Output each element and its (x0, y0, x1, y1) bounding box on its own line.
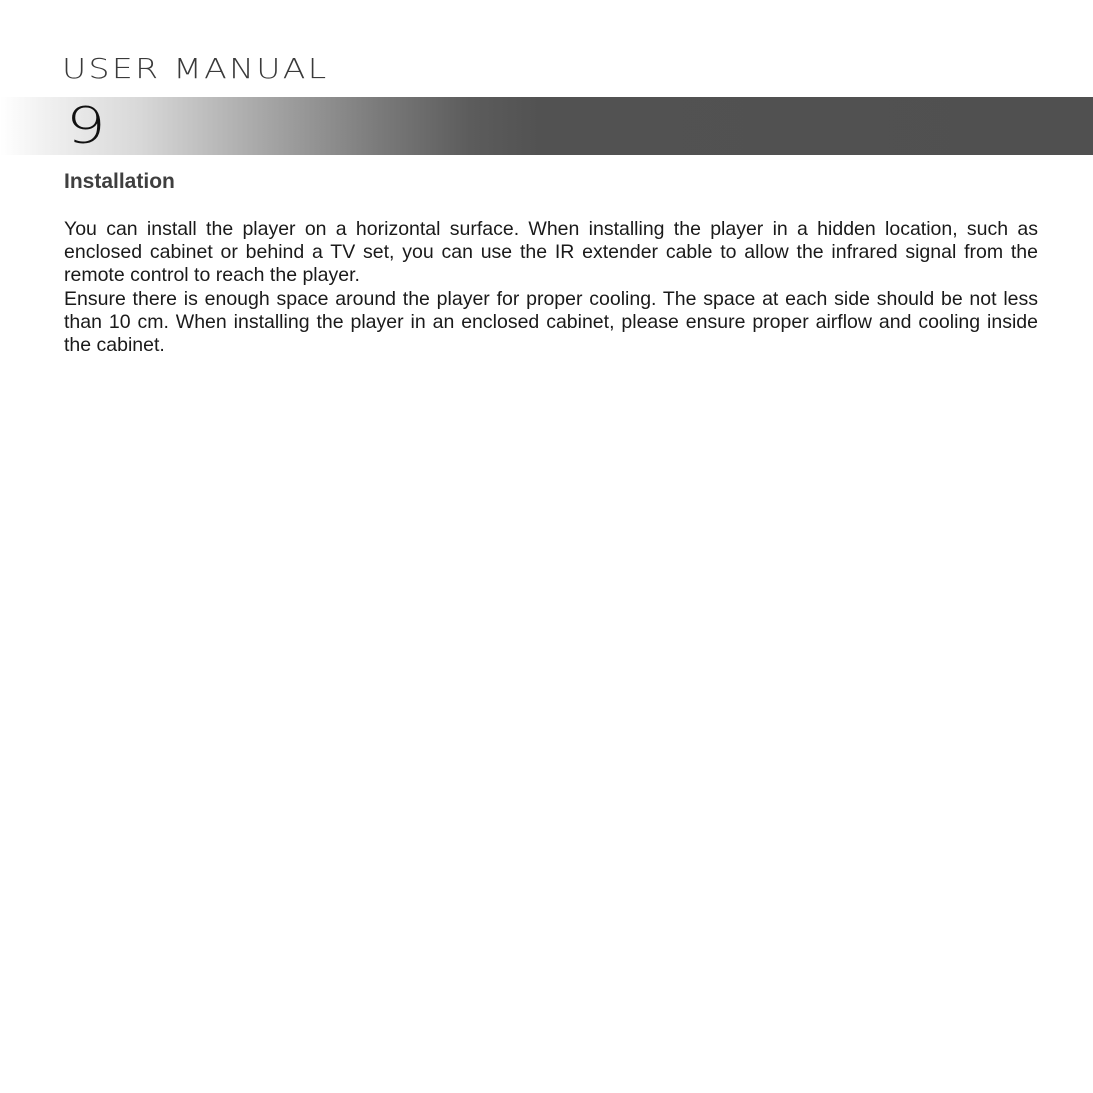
page-number: 9 (66, 97, 106, 155)
paragraph-cooling-space: Ensure there is enough space around the player for proper cooling. The space at each side should be not less than 10 cm. When installing the player in an enclosed cabinet, please ensure proper airflow and cooling inside the cabinet. (64, 287, 1038, 357)
page-header-band (0, 97, 1093, 155)
document-header-title: USER MANUAL (62, 52, 329, 85)
paragraph-installation-location: You can install the player on a horizontal surface. When installing the player in a hidden location, such as enclosed cabinet or behind a TV set, you can use the IR extender cable to allow the infrared signal from the remote control to reach the player. (64, 218, 1038, 287)
section-title: Installation (64, 170, 175, 193)
section-body (64, 218, 1038, 357)
